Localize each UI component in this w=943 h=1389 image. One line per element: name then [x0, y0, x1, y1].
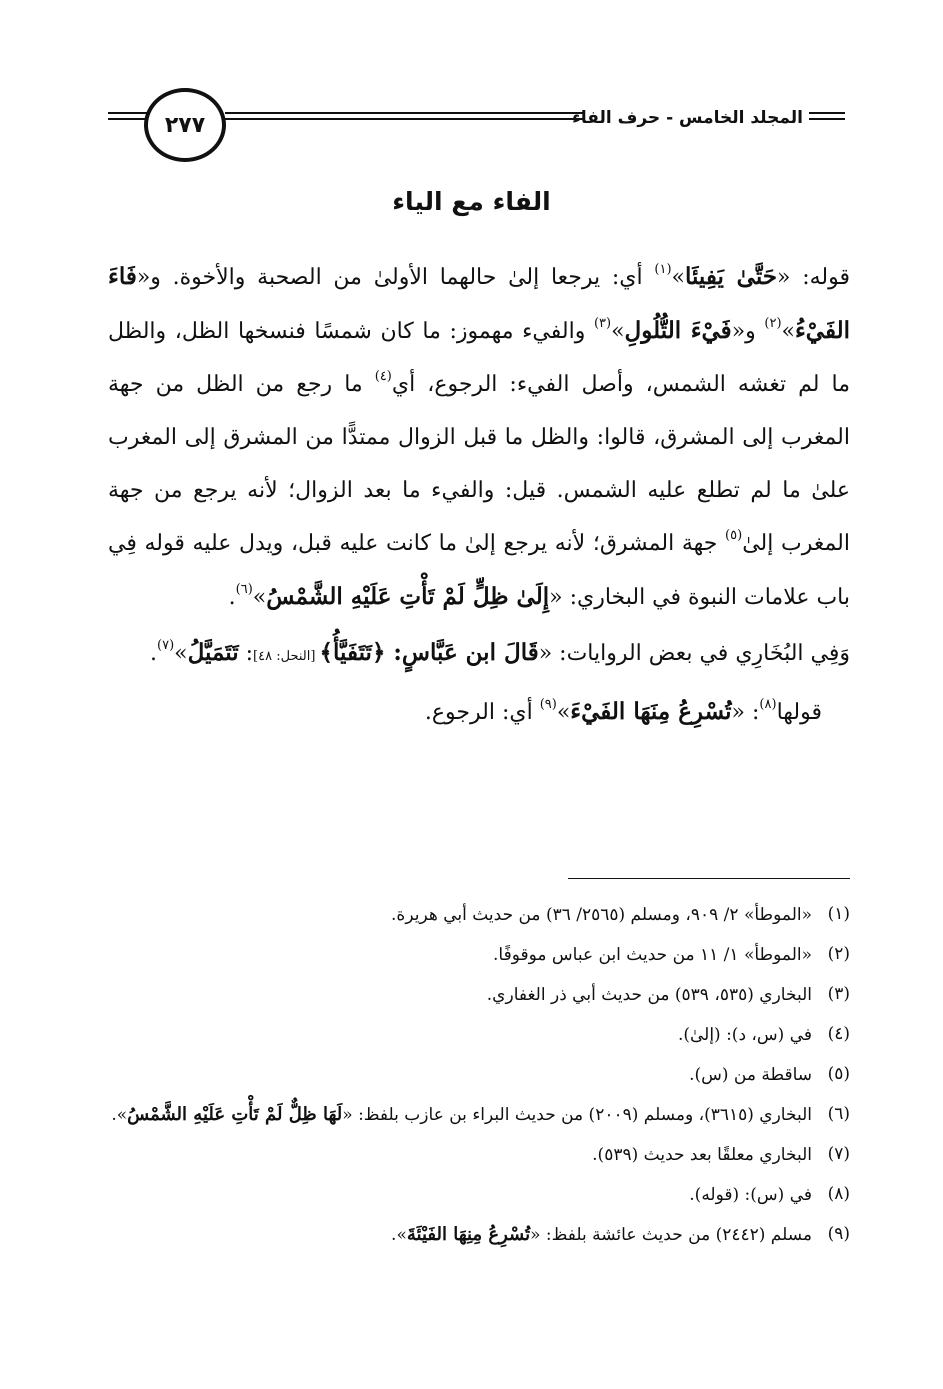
footnote-text	[108, 1015, 812, 1055]
footnote-number: (٣)	[827, 984, 850, 1004]
header-rule-right	[809, 112, 845, 114]
footnote-text	[108, 1055, 812, 1095]
text-run: ما رجع من الظل من جهة المغرب إلى المشرق، قالوا: والظل ما قبل الزوال ممتدًّا من المشرق إلى المغرب علىٰ ما لم تطلع عليه الشمس. قيل: والفيء ما بعد الزوال؛ لأنه يرجع من جهة المغرب إلىٰ	[108, 372, 850, 556]
main-text	[108, 250, 850, 739]
footnote-number: (٤)	[827, 1024, 850, 1044]
footnote-ref: (٩)	[539, 697, 557, 712]
text-run: »	[556, 700, 571, 725]
text-run: »	[611, 319, 625, 344]
page-number-badge	[144, 88, 226, 162]
footnote-ref: (٤)	[374, 369, 392, 384]
footnote-ref: (٢)	[764, 316, 782, 331]
footnote-ref: (٦)	[235, 582, 253, 597]
text-run: »	[174, 641, 188, 666]
text-run: جهة المشرق؛ لأنه يرجع إلىٰ ما كانت عليه قبل، ويدل عليه قوله فِي باب علامات النبوة في البخاري: «	[108, 531, 850, 610]
footnote-number: (٥)	[827, 1064, 850, 1084]
footnote-ref: (٧)	[157, 638, 175, 653]
quran-reference: [النحل: ٤٨]	[253, 649, 320, 664]
footnote-number: (٦)	[827, 1104, 850, 1124]
footnote-text	[108, 1175, 812, 1215]
quoted-phrase: فَاءَ الفَيْءُ	[108, 263, 851, 344]
header-rule-middle	[225, 112, 585, 114]
footnote-number: (٢)	[827, 944, 850, 964]
footnote	[108, 935, 850, 975]
page-header	[108, 86, 845, 162]
footnote-text	[108, 895, 812, 935]
paragraph-3	[108, 685, 850, 739]
footnote	[108, 1175, 850, 1215]
section-title: الفاء مع الياء	[392, 187, 551, 216]
quoted-phrase: تُسْرِعُ مِنَهَا الفَيْءَ	[570, 698, 732, 725]
text-run: والفيء مهموز: ما كان شمسًا فنسخها الظل، والظل ما لم تغشه الشمس، وأصل الفيء: الرجوع، أي	[108, 319, 850, 397]
footnote-text	[108, 1095, 812, 1135]
paragraph-1	[108, 250, 850, 624]
footnote-number: (٧)	[827, 1144, 850, 1164]
footnote-text	[108, 1215, 812, 1255]
footnote	[108, 975, 850, 1015]
text-run: أي: الرجوع.	[424, 700, 540, 725]
footnote	[108, 895, 850, 935]
quoted-phrase: إِلَىٰ ظِلٍّ لَمْ تَأْتِ عَلَيْهِ الشَّمْسُ	[266, 583, 550, 610]
text-run: «الموطأ» ٢/ ٩٠٩، ومسلم (٢٥٦٥/ ٣٦) من حديث أبي هريرة.	[391, 905, 812, 925]
footnote-number: (١)	[827, 904, 850, 924]
text-run: »	[252, 585, 267, 610]
page-number: ٢٧٧	[164, 112, 206, 138]
footnote-number: (٩)	[827, 1224, 850, 1244]
text-run: و«	[731, 319, 765, 344]
text-run: مسلم (٢٤٤٢) من حديث عائشة بلفظ: «	[530, 1225, 812, 1245]
footnotes	[108, 895, 850, 1255]
quoted-phrase: لَهَا ظِلٌّ لَمْ تَأْتِ عَلَيْهِ الشَّمْسُ	[127, 1104, 343, 1125]
text-run: »	[671, 265, 685, 290]
running-title: المجلد الخامس - حرف الفاء	[572, 108, 803, 128]
text-run: قوله: «	[777, 265, 850, 290]
text-run: :	[238, 641, 254, 666]
text-run: : «	[731, 700, 760, 725]
header-rule-middle-2	[225, 118, 585, 120]
header-rule-right-2	[809, 118, 845, 120]
text-run: «الموطأ» ١/ ١١ من حديث ابن عباس موقوفًا.	[492, 945, 812, 965]
footnote	[108, 1215, 850, 1255]
footnote-ref: (١)	[654, 262, 672, 277]
footnote-ref: (٣)	[593, 316, 612, 331]
text-run: البخاري معلقًا بعد حديث (٥٣٩).	[592, 1145, 812, 1165]
text-run: البخاري (٥٣٥، ٥٣٩) من حديث أبي ذر الغفاري.	[486, 985, 812, 1005]
quoted-phrase: تَتَمَيَّلُ	[187, 639, 239, 666]
quoted-phrase: حَتَّىٰ يَفِيئَا	[684, 263, 777, 290]
text-run: ساقطة من (س).	[689, 1065, 812, 1085]
paragraph-2	[108, 626, 850, 683]
footnote-ref: (٨)	[759, 697, 777, 712]
text-run: ».	[391, 1225, 407, 1245]
text-run: في (س): (قوله).	[689, 1185, 812, 1205]
text-run: .	[228, 585, 236, 610]
footnote	[108, 1135, 850, 1175]
text-run: »	[781, 319, 795, 344]
footnote-text	[108, 975, 812, 1015]
text-run: وَفِي البُخَارِي في بعض الروايات: «	[538, 641, 850, 666]
footnote	[108, 1095, 850, 1135]
footnote-ref: (٥)	[725, 528, 743, 543]
footnote-text	[108, 1135, 812, 1175]
footnote-number: (٨)	[827, 1184, 850, 1204]
footnote-text	[108, 935, 812, 975]
text-run: ».	[111, 1105, 128, 1125]
quoted-phrase: فَيْءَ التُّلُولِ	[624, 317, 732, 344]
footnote	[108, 1055, 850, 1095]
text-run: قولها	[776, 700, 822, 725]
footnote	[108, 1015, 850, 1055]
text-run: أي: يرجعا إلىٰ حالهما الأولىٰ من الصحبة والأخوة. و«	[136, 265, 655, 290]
text-run: .	[150, 641, 158, 666]
quoted-phrase: تُسْرِعُ مِنِهَا الفَيْئَةَ	[406, 1224, 531, 1245]
header-rule-left	[108, 112, 148, 114]
quoted-phrase: قَالَ ابن عَبَّاسٍ: ﴿تَتَفَيَّأُ﴾	[319, 639, 539, 666]
text-run: في (س، د): (إلىٰ).	[677, 1025, 812, 1045]
header-rule-left-2	[108, 118, 148, 120]
footnote-separator	[568, 878, 850, 879]
text-run: البخاري (٣٦١٥)، ومسلم (٢٠٠٩) من حديث البراء بن عازب بلفظ: «	[342, 1105, 812, 1125]
